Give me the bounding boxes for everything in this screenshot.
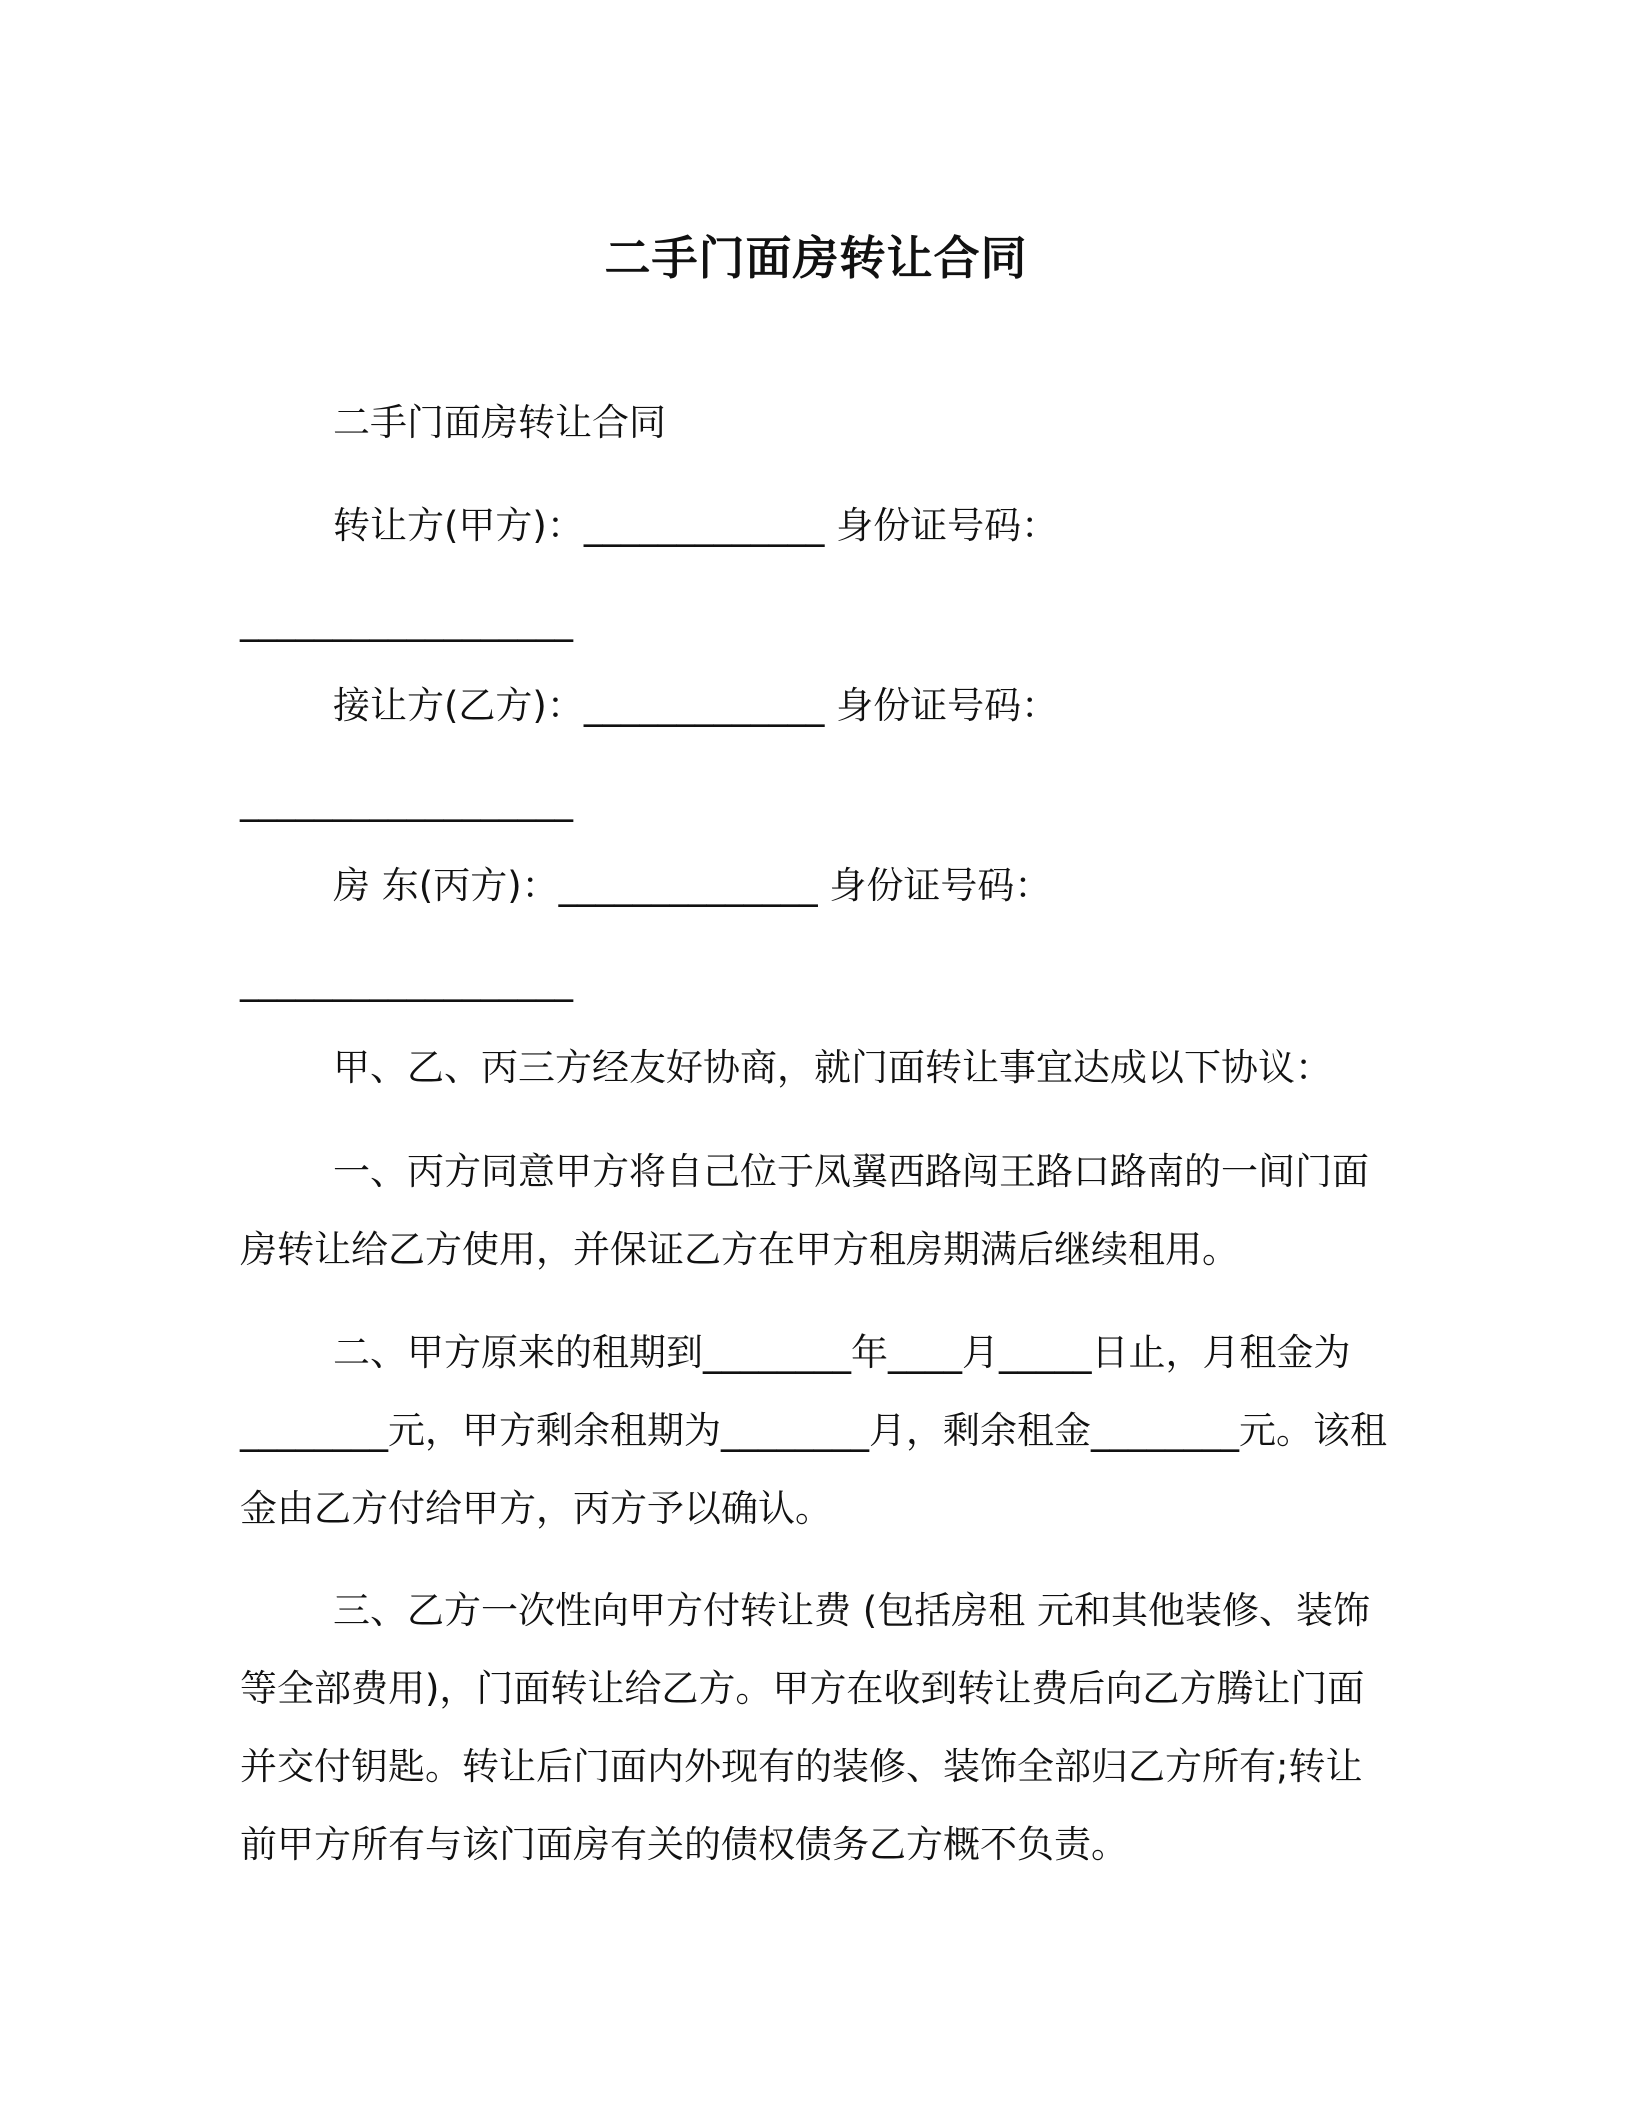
clause-2-line-2: ________元，甲方剩余租期为________月，剩余租金________元。该租	[240, 1409, 1387, 1452]
party-a-line: 转让方(甲方)：_____________ 身份证号码：	[333, 504, 1059, 547]
party-c-line: 房 东(丙方)：______________ 身份证号码：	[333, 864, 1052, 907]
party-a-id-blank: __________________	[240, 599, 573, 642]
clause-3-line-3: 并交付钥匙。转让后门面内外现有的装修、装饰全部归乙方所有;转让	[240, 1745, 1363, 1788]
document-title: 二手门面房转让合同	[604, 231, 1028, 285]
clause-1-line-1: 一、丙方同意甲方将自己位于凤翼西路闯王路口路南的一间门面	[333, 1150, 1369, 1193]
clause-3-line-1: 三、乙方一次性向甲方付转让费 (包括房租 元和其他装修、装饰	[333, 1589, 1370, 1632]
party-b-id-blank: __________________	[240, 779, 573, 822]
clause-3-line-2: 等全部费用)，门面转让给乙方。甲方在收到转让费后向乙方腾让门面	[240, 1667, 1365, 1710]
party-b-line: 接让方(乙方)：_____________ 身份证号码：	[333, 684, 1059, 727]
document-subtitle: 二手门面房转让合同	[333, 401, 666, 444]
party-c-id-blank: __________________	[240, 959, 573, 1002]
clause-2-line-1: 二、甲方原来的租期到________年____月_____日止，月租金为	[333, 1331, 1351, 1374]
clause-2-line-3: 金由乙方付给甲方，丙方予以确认。	[240, 1487, 832, 1530]
clause-3-line-4: 前甲方所有与该门面房有关的债权债务乙方概不负责。	[240, 1823, 1128, 1866]
clause-1-line-2: 房转让给乙方使用，并保证乙方在甲方租房期满后继续租用。	[240, 1228, 1239, 1271]
preamble: 甲、乙、丙三方经友好协商，就门面转让事宜达成以下协议：	[333, 1046, 1332, 1089]
